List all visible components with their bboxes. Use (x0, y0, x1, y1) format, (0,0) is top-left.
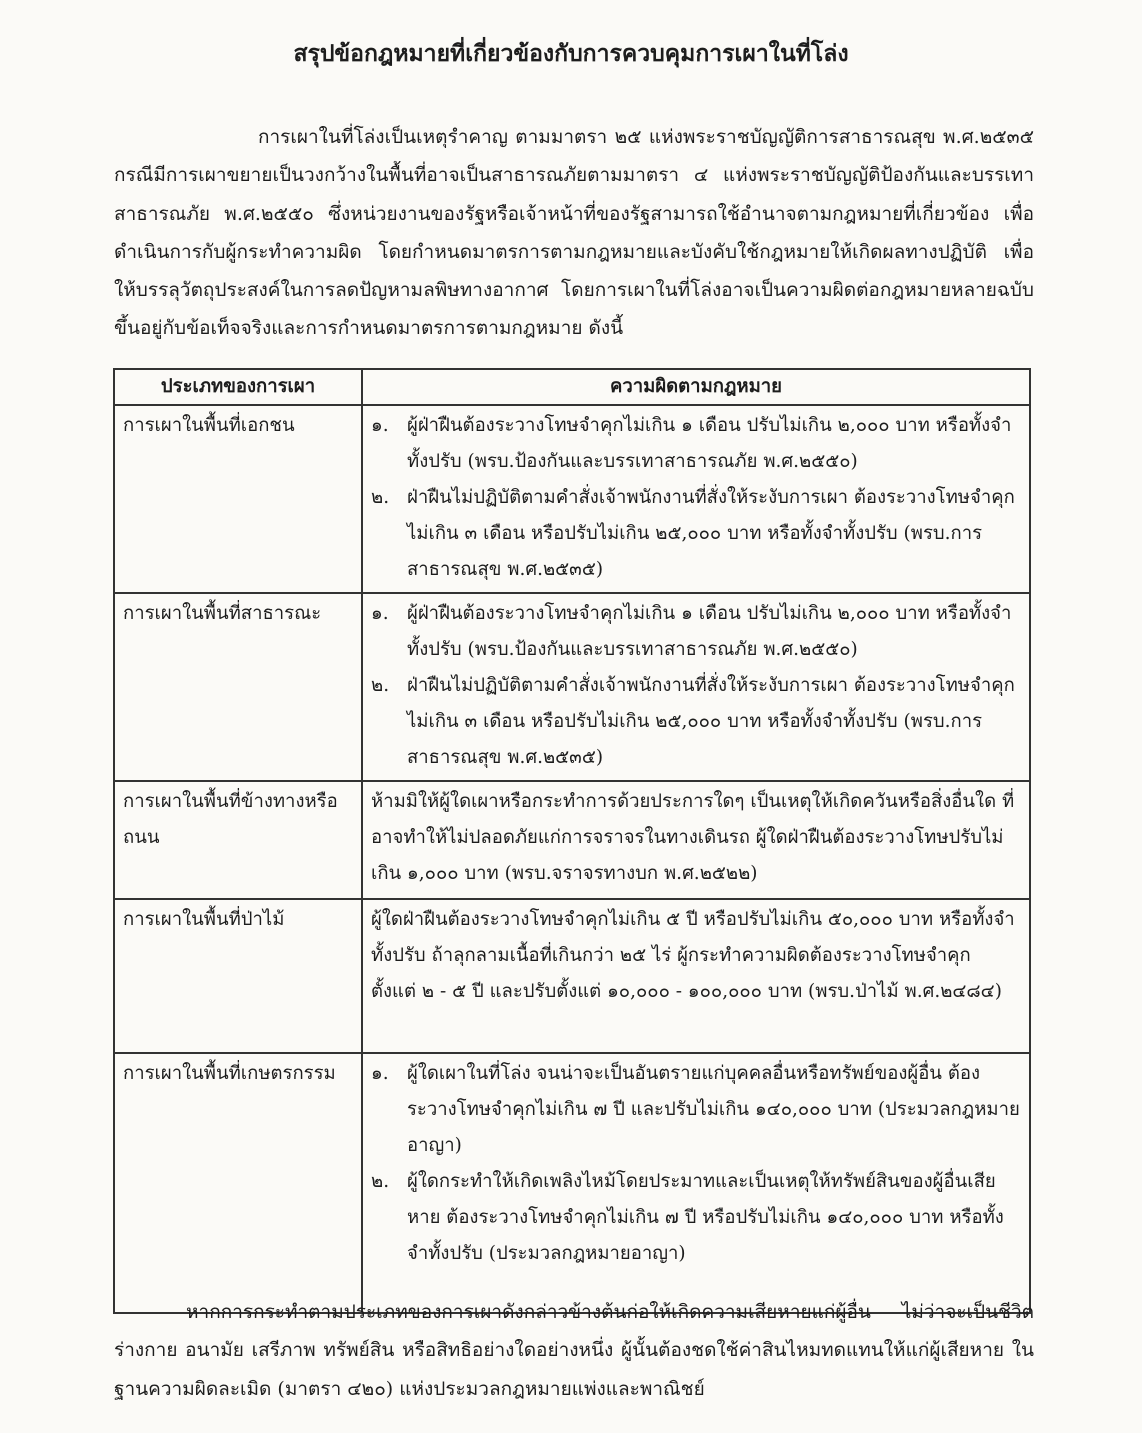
document-title: สรุปข้อกฎหมายที่เกี่ยวข้องกับการควบคุมการเผาในที่โล่ง (293, 40, 849, 67)
item-number: ๑. (371, 415, 389, 436)
item-text: ฝ่าฝืนไม่ปฏิบัติตามคำสั่งเจ้าพนักงานที่สั่งให้ระงับการเผา ต้องระวางโทษจำคุกไม่เกิน ๓ เดือน หรือปรับไม่เกิน ๒๕,๐๐๐ บาท หรือทั้งจำทั้งปรับ (พรบ.การสาธารณสุข พ.ศ.๒๕๓๕) (407, 487, 1015, 580)
item-number: ๒. (371, 1171, 390, 1192)
offense-item (371, 668, 1021, 776)
header-offense: ความผิดตามกฎหมาย (362, 369, 1030, 405)
item-text: ฝ่าฝืนไม่ปฏิบัติตามคำสั่งเจ้าพนักงานที่สั่งให้ระงับการเผา ต้องระวางโทษจำคุกไม่เกิน ๓ เดือน หรือปรับไม่เกิน ๒๕,๐๐๐ บาท หรือทั้งจำทั้งปรับ (พรบ.การสาธารณสุข พ.ศ.๒๕๓๕) (407, 675, 1015, 768)
offense-item (371, 480, 1021, 588)
item-number: ๒. (371, 675, 390, 696)
item-number: ๒. (371, 487, 390, 508)
offense-item (371, 1164, 1021, 1272)
header-burn-type: ประเภทของการเผา (114, 369, 362, 405)
offense-item (371, 596, 1021, 668)
table-row (114, 781, 1030, 899)
item-text: ผู้ฝ่าฝืนต้องระวางโทษจำคุกไม่เกิน ๑ เดือน ปรับไม่เกิน ๒,๐๐๐ บาท หรือทั้งจำทั้งปรับ (พรบ.ป้องกันและบรรเทาสาธารณภัย พ.ศ.๒๕๕๐) (407, 415, 1012, 472)
item-text: ผู้ใดกระทำให้เกิดเพลิงไหม้โดยประมาทและเป็นเหตุให้ทรัพย์สินของผู้อื่นเสียหาย ต้องระวางโทษจำคุกไม่เกิน ๗ ปี หรือปรับไม่เกิน ๑๔๐,๐๐๐ บาท หรือทั้งจำทั้งปรับ (ประมวลกฎหมายอาญา) (407, 1171, 1004, 1264)
closing-text: หากการกระทำตามประเภทของการเผาดังกล่าวข้างต้นก่อให้เกิดความเสียหายแก่ผู้อื่น ไม่ว่าจะเป็นชีวิต ร่างกาย อนามัย เสรีภาพ ทรัพย์สิน หรือสิทธิอย่างใดอย่างหนึ่ง ผู้นั้นต้องชดใช้ค่าสินไหมทดแทนให้แก่ผู้เสียหาย ในฐานความผิดละเมิด (มาตรา ๔๒๐) แห่งประมวลกฎหมายแพ่งและพาณิชย์ (114, 1301, 1034, 1400)
item-number: ๑. (371, 603, 389, 624)
burn-type-cell: การเผาในพื้นที่ข้างทางหรือถนน (114, 781, 362, 899)
closing-paragraph (114, 1293, 1034, 1408)
burn-type-cell: การเผาในพื้นที่เกษตรกรรม (114, 1053, 362, 1313)
offense-item (371, 408, 1021, 480)
burn-type-cell: การเผาในพื้นที่เอกชน (114, 405, 362, 593)
offense-cell (362, 1053, 1030, 1313)
table-row (114, 405, 1030, 593)
table-row (114, 899, 1030, 1053)
offense-cell (362, 405, 1030, 593)
table-row (114, 593, 1030, 781)
item-text: ผู้ใดเผาในที่โล่ง จนน่าจะเป็นอันตรายแก่บุคคลอื่นหรือทรัพย์ของผู้อื่น ต้องระวางโทษจำคุกไม่เกิน ๗ ปี และปรับไม่เกิน ๑๔๐,๐๐๐ บาท (ประมวลกฎหมายอาญา) (407, 1063, 1020, 1156)
intro-text: การเผาในที่โล่งเป็นเหตุรำคาญ ตามมาตรา ๒๕ แห่งพระราชบัญญัติการสาธารณสุข พ.ศ.๒๕๓๕ กรณีมีการเผาขยายเป็นวงกว้างในพื้นที่อาจเป็นสาธารณภัยตามมาตรา ๔ แห่งพระราชบัญญัติป้องกันและบรรเทาสาธารณภัย พ.ศ.๒๕๕๐ ซึ่งหน่วยงานของรัฐหรือเจ้าหน้าที่ของรัฐสามารถใช้อำนาจตามกฎหมายที่เกี่ยวข้อง เพื่อดำเนินการกับผู้กระทำความผิด โดยกำหนดมาตรการตามกฎหมายและบังคับใช้กฎหมายให้เกิดผลทางปฏิบัติ เพื่อให้บรรลุวัตถุประสงค์ในการลดปัญหามลพิษทางอากาศ โดยการเผาในที่โล่งอาจเป็นความผิดต่อกฎหมายหลายฉบับขึ้นอยู่กับข้อเท็จจริงและการกำหนดมาตรการตามกฎหมาย ดังนี้ (114, 126, 1034, 340)
offense-cell: ห้ามมิให้ผู้ใดเผาหรือกระทำการด้วยประการใดๆ เป็นเหตุให้เกิดควันหรือสิ่งอื่นใด ที่อาจทำให้ไม่ปลอดภัยแก่การจราจรในทางเดินรถ ผู้ใดฝ่าฝืนต้องระวางโทษปรับไม่เกิน ๑,๐๐๐ บาท (พรบ.จราจรทางบก พ.ศ.๒๕๒๒) (362, 781, 1030, 899)
law-summary-table (113, 368, 1031, 1314)
burn-type-cell: การเผาในพื้นที่สาธารณะ (114, 593, 362, 781)
table-row (114, 1053, 1030, 1313)
table-header-row (114, 369, 1030, 405)
offense-cell (362, 593, 1030, 781)
item-text: ผู้ฝ่าฝืนต้องระวางโทษจำคุกไม่เกิน ๑ เดือน ปรับไม่เกิน ๒,๐๐๐ บาท หรือทั้งจำทั้งปรับ (พรบ.ป้องกันและบรรเทาสาธารณภัย พ.ศ.๒๕๕๐) (407, 603, 1012, 660)
offense-cell: ผู้ใดฝ่าฝืนต้องระวางโทษจำคุกไม่เกิน ๕ ปี หรือปรับไม่เกิน ๕๐,๐๐๐ บาท หรือทั้งจำทั้งปรับ ถ้าลุกลามเนื้อที่เกินกว่า ๒๕ ไร่ ผู้กระทำความผิดต้องระวางโทษจำคุก ตั้งแต่ ๒ - ๕ ปี และปรับตั้งแต่ ๑๐,๐๐๐ - ๑๐๐,๐๐๐ บาท (พรบ.ป่าไม้ พ.ศ.๒๔๘๔) (362, 899, 1030, 1053)
item-number: ๑. (371, 1063, 389, 1084)
offense-item (371, 1056, 1021, 1164)
intro-paragraph (114, 118, 1034, 348)
burn-type-cell: การเผาในพื้นที่ป่าไม้ (114, 899, 362, 1053)
